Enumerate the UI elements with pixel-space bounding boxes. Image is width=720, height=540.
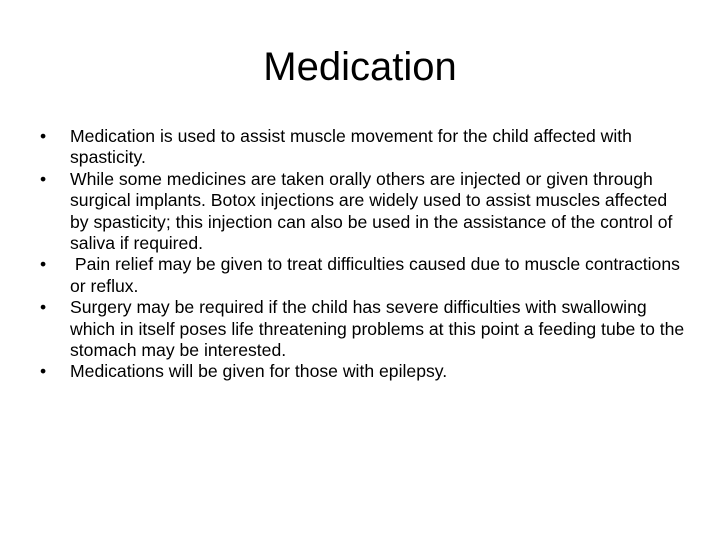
bullet-item bbox=[40, 361, 690, 382]
bullet-list bbox=[40, 126, 690, 383]
bullet-marker: • bbox=[40, 297, 47, 318]
bullet-item bbox=[40, 254, 690, 297]
bullet-item bbox=[40, 297, 690, 361]
bullet-text: Pain relief may be given to treat difficulties caused due to muscle contractions or reflux. bbox=[70, 254, 685, 296]
bullet-text: Surgery may be required if the child has severe difficulties with swallowing which in itself poses life threatening problems at this point a feeding tube to the stomach may be interested. bbox=[70, 297, 685, 361]
bullet-marker: • bbox=[40, 168, 47, 189]
bullet-marker: • bbox=[40, 254, 47, 275]
bullet-text: While some medicines are taken orally others are injected or given through surgical implants. Botox injections are widely used to assist muscles affected by spasticity; this injection can also be used in the assistance of the control of saliva if required. bbox=[70, 168, 673, 254]
bullet-item bbox=[40, 126, 690, 169]
bullet-marker: • bbox=[40, 126, 47, 146]
slide-title: Medication bbox=[263, 45, 457, 89]
bullet-text: Medication is used to assist muscle movement for the child affected with spasticity. bbox=[70, 126, 632, 168]
bullet-text: Medications will be given for those with epilepsy. bbox=[70, 361, 448, 382]
bullet-marker: • bbox=[40, 361, 47, 382]
bullet-item bbox=[40, 169, 690, 255]
